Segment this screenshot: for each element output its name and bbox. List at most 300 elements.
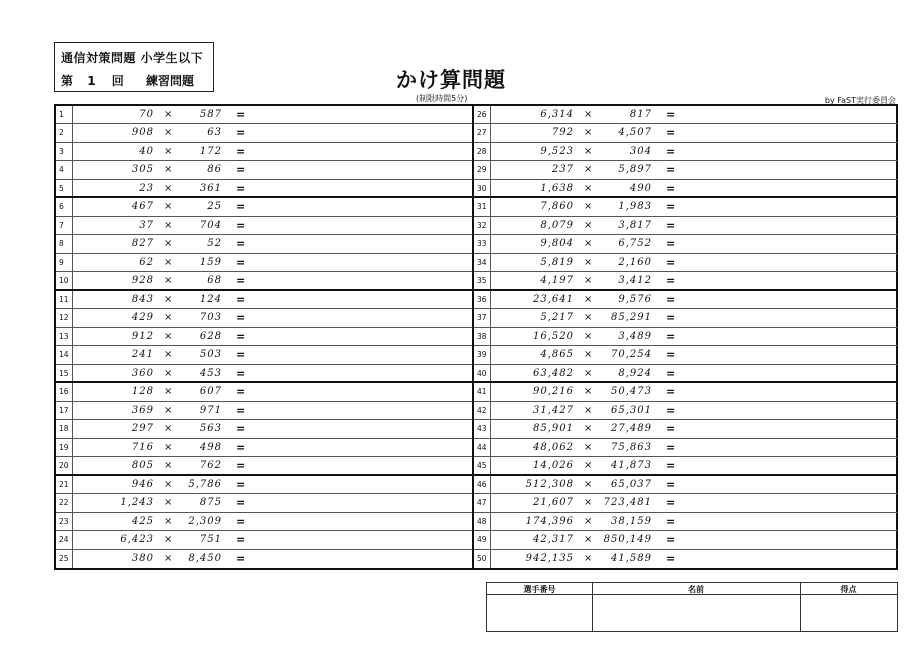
equals-sign: =	[666, 163, 676, 177]
answer-field[interactable]	[682, 439, 898, 456]
multiplicand: 237	[551, 164, 574, 176]
answer-field[interactable]	[682, 402, 898, 419]
equals-sign: =	[666, 440, 676, 454]
multiplicand: 467	[131, 201, 154, 213]
answer-field[interactable]	[682, 476, 898, 493]
problem-number: 35	[477, 276, 487, 286]
times-sign: ×	[584, 275, 593, 287]
equals-sign: =	[236, 551, 246, 565]
answer-field[interactable]	[256, 328, 472, 345]
answer-field[interactable]	[682, 346, 898, 363]
times-sign: ×	[584, 423, 593, 435]
multiplier: 3,489	[618, 330, 652, 342]
problem-number: 8	[59, 239, 64, 249]
problem-number: 47	[477, 498, 487, 508]
answer-field[interactable]	[256, 420, 472, 437]
equals-sign: =	[666, 551, 676, 565]
answer-field[interactable]	[256, 346, 472, 363]
multiplier: 41,589	[611, 552, 652, 564]
answer-field[interactable]	[256, 383, 472, 400]
times-sign: ×	[164, 386, 173, 398]
problem-row	[56, 198, 472, 216]
course-label: 通信対策問題 小学生以下	[61, 51, 204, 65]
times-sign: ×	[584, 367, 593, 379]
answer-field[interactable]	[256, 457, 472, 473]
multiplier: 38,159	[611, 515, 652, 527]
multiplier: 5,786	[188, 478, 222, 490]
problem-number: 14	[59, 350, 69, 360]
multiplier: 628	[199, 330, 222, 342]
times-sign: ×	[584, 478, 593, 490]
answer-field[interactable]	[256, 439, 472, 456]
multiplier: 52	[207, 238, 222, 250]
problem-row	[474, 365, 898, 383]
multiplicand: 21,607	[533, 497, 574, 509]
problem-row	[474, 346, 898, 364]
answer-field[interactable]	[682, 365, 898, 381]
equals-sign: =	[236, 311, 246, 325]
multiplier: 703	[199, 312, 222, 324]
answer-field[interactable]	[256, 143, 472, 160]
problem-row	[474, 309, 898, 327]
equals-sign: =	[236, 126, 246, 140]
name-label: 名前	[688, 585, 704, 594]
multiplier: 75,863	[611, 441, 652, 453]
problem-number: 34	[477, 257, 487, 267]
multiplier: 1,983	[618, 201, 652, 213]
multiplicand: 23,641	[533, 293, 574, 305]
problem-number: 7	[59, 220, 64, 230]
answer-field[interactable]	[682, 217, 898, 234]
answer-field[interactable]	[682, 309, 898, 326]
answer-field[interactable]	[682, 531, 898, 548]
problem-column-left	[56, 106, 472, 568]
multiplicand: 6,423	[120, 534, 154, 546]
problem-row	[56, 476, 472, 494]
problem-number: 24	[59, 535, 69, 545]
problem-row	[474, 180, 898, 198]
score-table	[486, 582, 898, 632]
problem-row	[474, 513, 898, 531]
times-sign: ×	[584, 460, 593, 472]
round-suffix: 回	[111, 74, 124, 88]
answer-field[interactable]	[256, 402, 472, 419]
problem-row	[56, 494, 472, 512]
problem-number: 28	[477, 146, 487, 156]
problem-row	[56, 143, 472, 161]
multiplicand: 297	[131, 423, 154, 435]
equals-sign: =	[236, 292, 246, 306]
problem-row	[56, 235, 472, 253]
answer-field[interactable]	[682, 124, 898, 141]
equals-sign: =	[236, 348, 246, 362]
multiplicand: 70	[139, 109, 154, 120]
multiplicand: 4,197	[540, 275, 574, 287]
times-sign: ×	[584, 330, 593, 342]
multiplicand: 6,314	[540, 109, 574, 120]
answer-field[interactable]	[682, 180, 898, 196]
multiplier: 27,489	[611, 423, 652, 435]
problem-number: 42	[477, 405, 487, 415]
multiplier: 159	[199, 256, 222, 268]
problem-number: 25	[59, 553, 69, 563]
answer-field[interactable]	[256, 106, 472, 123]
problem-number: 16	[59, 387, 69, 397]
problem-number: 44	[477, 442, 487, 452]
problem-row	[474, 124, 898, 142]
equals-sign: =	[666, 218, 676, 232]
problem-number: 30	[477, 183, 487, 193]
equals-sign: =	[666, 311, 676, 325]
round-prefix: 第	[61, 74, 74, 88]
problem-row	[56, 291, 472, 309]
equals-sign: =	[666, 292, 676, 306]
times-sign: ×	[164, 515, 173, 527]
multiplicand: 62	[139, 256, 154, 268]
player-number-cell[interactable]	[487, 583, 593, 631]
times-sign: ×	[164, 145, 173, 157]
answer-field[interactable]	[256, 198, 472, 215]
answer-field[interactable]	[682, 161, 898, 178]
problem-number: 11	[59, 294, 69, 304]
multiplicand: 90,216	[533, 386, 574, 398]
multiplicand: 14,026	[533, 460, 574, 472]
multiplicand: 1,243	[120, 497, 154, 509]
times-sign: ×	[584, 238, 593, 250]
times-sign: ×	[584, 441, 593, 453]
multiplier: 9,576	[618, 293, 652, 305]
problem-row	[474, 198, 898, 216]
problem-row	[474, 272, 898, 290]
multiplicand: 8,079	[540, 219, 574, 231]
equals-sign: =	[236, 144, 246, 158]
multiplicand: 9,523	[540, 145, 574, 157]
multiplicand: 241	[131, 349, 154, 361]
multiplicand: 425	[131, 515, 154, 527]
name-cell[interactable]	[592, 583, 801, 631]
multiplicand: 1,638	[540, 182, 574, 194]
player-number-label: 選手番号	[523, 585, 556, 594]
times-sign: ×	[584, 182, 593, 194]
times-sign: ×	[164, 164, 173, 176]
multiplicand: 512,308	[525, 478, 574, 490]
equals-sign: =	[236, 533, 246, 547]
problem-number: 26	[477, 110, 487, 119]
equals-sign: =	[236, 496, 246, 510]
equals-sign: =	[666, 459, 676, 473]
round-type: 練習問題	[145, 74, 194, 88]
multiplier: 65,037	[611, 478, 652, 490]
answer-field[interactable]	[256, 235, 472, 252]
multiplicand: 946	[131, 478, 154, 490]
problem-number: 19	[59, 442, 69, 452]
answer-field[interactable]	[256, 180, 472, 196]
problem-row	[474, 531, 898, 549]
problem-number: 21	[59, 479, 69, 489]
problem-number: 4	[59, 165, 64, 175]
multiplicand: 360	[131, 367, 154, 379]
equals-sign: =	[666, 255, 676, 269]
times-sign: ×	[584, 256, 593, 268]
problem-number: 43	[477, 424, 487, 434]
times-sign: ×	[164, 478, 173, 490]
answer-field[interactable]	[256, 365, 472, 381]
answer-field[interactable]	[256, 513, 472, 530]
problem-number: 46	[477, 479, 487, 489]
multiplier: 50,473	[611, 386, 652, 398]
equals-sign: =	[236, 237, 246, 251]
answer-field[interactable]	[682, 513, 898, 530]
times-sign: ×	[164, 423, 173, 435]
multiplier: 607	[199, 386, 222, 398]
multiplier: 723,481	[603, 497, 652, 509]
times-sign: ×	[164, 497, 173, 509]
equals-sign: =	[236, 366, 246, 380]
problem-number: 13	[59, 331, 69, 341]
multiplier: 3,817	[618, 219, 652, 231]
answer-field[interactable]	[256, 217, 472, 234]
times-sign: ×	[164, 534, 173, 546]
times-sign: ×	[164, 109, 173, 120]
problem-row	[56, 513, 472, 531]
problem-number: 5	[59, 183, 64, 193]
equals-sign: =	[666, 237, 676, 251]
answer-field[interactable]	[682, 198, 898, 215]
multiplicand: 369	[131, 404, 154, 416]
equals-sign: =	[666, 126, 676, 140]
times-sign: ×	[584, 312, 593, 324]
times-sign: ×	[164, 441, 173, 453]
multiplicand: 63,482	[533, 367, 574, 379]
multiplier: 3,412	[618, 275, 652, 287]
answer-field[interactable]	[682, 494, 898, 511]
equals-sign: =	[666, 329, 676, 343]
round-number: 1	[87, 74, 96, 88]
equals-sign: =	[236, 108, 246, 121]
times-sign: ×	[584, 534, 593, 546]
multiplier: 8,450	[188, 552, 222, 564]
times-sign: ×	[164, 312, 173, 324]
problem-number: 6	[59, 202, 64, 212]
course-info-box	[54, 42, 214, 92]
multiplicand: 827	[131, 238, 154, 250]
answer-field[interactable]	[256, 531, 472, 548]
problem-number: 39	[477, 350, 487, 360]
answer-field[interactable]	[682, 457, 898, 473]
problem-row	[474, 383, 898, 401]
multiplicand: 4,865	[540, 349, 574, 361]
problem-row	[474, 420, 898, 438]
problem-row	[474, 439, 898, 457]
equals-sign: =	[236, 385, 246, 399]
problem-row	[474, 476, 898, 494]
multiplicand: 942,135	[525, 552, 574, 564]
answer-field[interactable]	[682, 235, 898, 252]
times-sign: ×	[164, 293, 173, 305]
multiplier: 563	[199, 423, 222, 435]
problem-number: 3	[59, 146, 64, 156]
problem-number: 50	[477, 553, 487, 563]
multiplicand: 843	[131, 293, 154, 305]
problem-number: 33	[477, 239, 487, 249]
problem-number: 20	[59, 461, 69, 471]
problem-row	[474, 494, 898, 512]
answer-field[interactable]	[682, 254, 898, 271]
times-sign: ×	[584, 404, 593, 416]
times-sign: ×	[164, 460, 173, 472]
multiplier: 41,873	[611, 460, 652, 472]
problem-number: 40	[477, 368, 487, 378]
times-sign: ×	[584, 219, 593, 231]
answer-field[interactable]	[682, 272, 898, 288]
answer-field[interactable]	[256, 309, 472, 326]
problem-row	[56, 328, 472, 346]
times-sign: ×	[584, 201, 593, 213]
multiplier: 172	[199, 145, 222, 157]
problem-row	[56, 180, 472, 198]
equals-sign: =	[236, 200, 246, 214]
problem-row	[474, 254, 898, 272]
answer-field[interactable]	[682, 143, 898, 160]
answer-field[interactable]	[256, 494, 472, 511]
times-sign: ×	[584, 386, 593, 398]
equals-sign: =	[666, 274, 676, 288]
multiplicand: 928	[131, 275, 154, 287]
answer-field[interactable]	[682, 383, 898, 400]
answer-field[interactable]	[682, 291, 898, 308]
equals-sign: =	[236, 163, 246, 177]
multiplicand: 48,062	[533, 441, 574, 453]
answer-field[interactable]	[256, 550, 472, 568]
multiplicand: 5,819	[540, 256, 574, 268]
problem-row	[474, 217, 898, 235]
answer-field[interactable]	[682, 328, 898, 345]
multiplier: 817	[629, 109, 652, 120]
problem-number: 38	[477, 331, 487, 341]
multiplier: 751	[199, 534, 222, 546]
multiplicand: 128	[131, 386, 154, 398]
equals-sign: =	[666, 514, 676, 528]
multiplier: 8,924	[618, 367, 652, 379]
equals-sign: =	[666, 477, 676, 491]
equals-sign: =	[666, 403, 676, 417]
times-sign: ×	[584, 127, 593, 139]
times-sign: ×	[164, 349, 173, 361]
problem-row	[56, 420, 472, 438]
multiplier: 63	[207, 127, 222, 139]
multiplicand: 37	[139, 219, 154, 231]
equals-sign: =	[666, 385, 676, 399]
multiplicand: 380	[131, 552, 154, 564]
answer-field[interactable]	[256, 161, 472, 178]
times-sign: ×	[584, 145, 593, 157]
multiplier: 124	[199, 293, 222, 305]
multiplier: 4,507	[618, 127, 652, 139]
time-limit: (制限時間5分)	[416, 94, 468, 103]
problem-row	[474, 550, 898, 568]
score-cell[interactable]	[800, 583, 897, 631]
multiplier: 490	[629, 182, 652, 194]
multiplicand: 174,396	[525, 515, 574, 527]
times-sign: ×	[584, 109, 593, 120]
multiplicand: 16,520	[533, 330, 574, 342]
problem-row	[56, 254, 472, 272]
times-sign: ×	[584, 497, 593, 509]
answer-field[interactable]	[682, 106, 898, 123]
multiplicand: 429	[131, 312, 154, 324]
multiplier: 5,897	[618, 164, 652, 176]
multiplier: 86	[207, 164, 222, 176]
answer-field[interactable]	[256, 291, 472, 308]
multiplier: 453	[199, 367, 222, 379]
equals-sign: =	[236, 422, 246, 436]
problem-row	[474, 106, 898, 124]
times-sign: ×	[164, 219, 173, 231]
equals-sign: =	[236, 181, 246, 195]
equals-sign: =	[236, 255, 246, 269]
answer-field[interactable]	[682, 550, 898, 568]
problem-row	[474, 235, 898, 253]
multiplier: 65,301	[611, 404, 652, 416]
equals-sign: =	[236, 218, 246, 232]
multiplicand: 9,804	[540, 238, 574, 250]
problem-number: 12	[59, 313, 69, 323]
multiplier: 503	[199, 349, 222, 361]
problem-row	[56, 106, 472, 124]
problem-number: 10	[59, 276, 69, 286]
multiplier: 850,149	[603, 534, 652, 546]
problem-row	[56, 457, 472, 475]
answer-field[interactable]	[256, 272, 472, 288]
multiplicand: 792	[551, 127, 574, 139]
problem-number: 2	[59, 128, 64, 138]
problem-number: 31	[477, 202, 487, 212]
multiplicand: 85,901	[533, 423, 574, 435]
multiplicand: 305	[131, 164, 154, 176]
problem-number: 18	[59, 424, 69, 434]
times-sign: ×	[584, 349, 593, 361]
multiplicand: 31,427	[533, 404, 574, 416]
multiplier: 762	[199, 460, 222, 472]
times-sign: ×	[164, 275, 173, 287]
problem-number: 32	[477, 220, 487, 230]
problem-row	[56, 217, 472, 235]
multiplier: 587	[199, 109, 222, 120]
problem-row	[56, 124, 472, 142]
problem-grid	[54, 104, 898, 570]
answer-field[interactable]	[256, 254, 472, 271]
answer-field[interactable]	[256, 124, 472, 141]
answer-field[interactable]	[256, 476, 472, 493]
answer-field[interactable]	[682, 420, 898, 437]
equals-sign: =	[666, 181, 676, 195]
times-sign: ×	[164, 256, 173, 268]
problem-number: 29	[477, 165, 487, 175]
equals-sign: =	[236, 440, 246, 454]
times-sign: ×	[584, 293, 593, 305]
equals-sign: =	[666, 200, 676, 214]
problem-row	[56, 402, 472, 420]
multiplier: 304	[629, 145, 652, 157]
problem-row	[56, 383, 472, 401]
problem-number: 48	[477, 516, 487, 526]
times-sign: ×	[164, 127, 173, 139]
problem-number: 1	[59, 110, 64, 119]
multiplier: 704	[199, 219, 222, 231]
times-sign: ×	[164, 201, 173, 213]
problem-column-right	[472, 106, 898, 568]
equals-sign: =	[236, 329, 246, 343]
